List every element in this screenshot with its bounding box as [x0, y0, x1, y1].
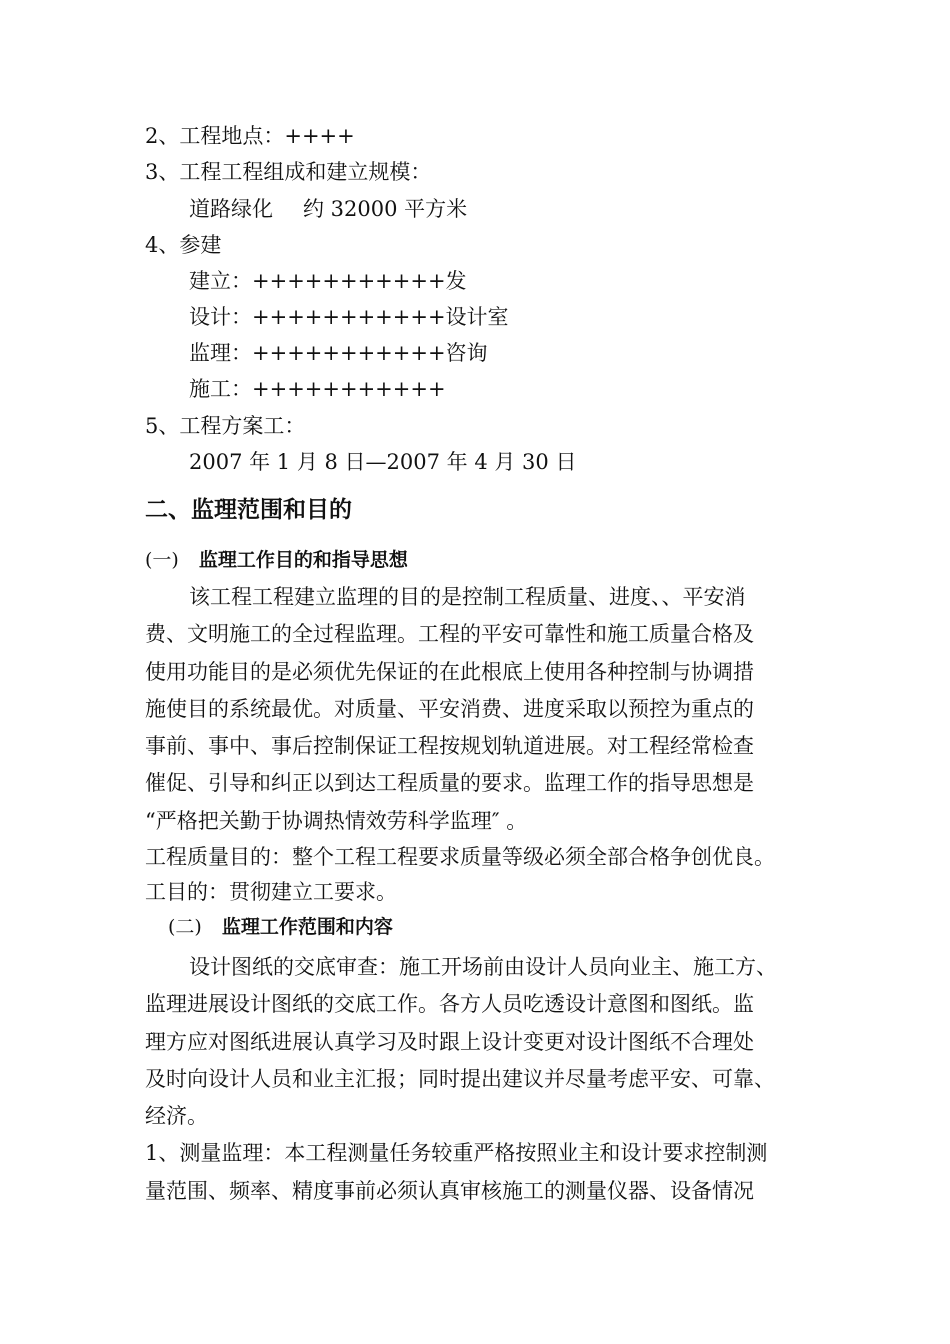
paragraph-line: 量范围、频率、精度事前必须认真审核施工的测量仪器、设备情况 — [145, 1178, 754, 1203]
composition-item: 道路绿化 — [189, 197, 273, 221]
quality-goal: 工程质量目的：整个工程工程要求质量等级必须全部合格争创优良。 — [145, 845, 775, 869]
participant-designer: 设计：+++++++++++设计室 — [189, 305, 509, 329]
participant-builder: 建立：+++++++++++发 — [189, 269, 467, 293]
paragraph-line: 监理进展设计图纸的交底工作。各方人员吃透设计意图和图纸。监 — [145, 992, 754, 1017]
composition-heading: 3、工程工程组成和建立规模： — [145, 160, 432, 184]
purpose-paragraph — [145, 579, 809, 840]
paragraph-line: 使用功能目的是必须优先保证的在此根底上使用各种控制与协调措 — [145, 659, 754, 684]
paragraph-line: 理方应对图纸进展认真学习及时跟上设计变更对设计图纸不合理处 — [145, 1029, 754, 1054]
scope-paragraph — [145, 949, 809, 1210]
paragraph-line: 1、测量监理：本工程测量任务较重严格按照业主和设计要求控制测 — [145, 1141, 768, 1166]
project-location: 2、工程地点：++++ — [145, 124, 355, 148]
subsection-title: 监理工作目的和指导思想 — [198, 549, 408, 571]
subsection-2-heading — [168, 912, 393, 942]
paragraph-line: 设计图纸的交底审查：施工开场前由设计人员向业主、施工方、 — [189, 955, 777, 979]
subsection-title: 监理工作范围和内容 — [221, 916, 393, 938]
composition-line — [189, 194, 467, 224]
paragraph-line: 催促、引导和纠正以到达工程质量的要求。监理工作的指导思想是 — [145, 771, 754, 796]
participants-heading: 4、参建 — [145, 233, 222, 257]
paragraph-line: 施使目的系统最优。对质量、平安消费、进度采取以预控为重点的 — [145, 696, 754, 721]
paragraph-line: “严格把关勤于协调热情效劳科学监理″ 。 — [145, 808, 528, 833]
paragraph-line: 及时向设计人员和业主汇报；同时提出建议并尽量考虑平安、可靠、 — [145, 1066, 775, 1091]
subsection-number: (二) — [168, 916, 202, 938]
paragraph-line: 费、文明施工的全过程监理。工程的平安可靠性和施工质量合格及 — [145, 622, 754, 647]
section-title: 二、监理范围和目的 — [145, 497, 352, 523]
paragraph-line: 该工程工程建立监理的目的是控制工程质量、进度、、平安消 — [189, 585, 746, 609]
composition-area: 约 32000 平方米 — [303, 197, 468, 221]
subsection-1-heading — [145, 545, 408, 575]
participant-supervisor: 监理：+++++++++++咨询 — [189, 341, 488, 365]
schedule-dates: 2007 年 1 月 8 日—2007 年 4 月 30 日 — [189, 450, 577, 474]
schedule-heading: 5、工程方案工： — [145, 414, 306, 438]
subsection-number: (一) — [145, 549, 179, 571]
participant-contractor: 施工：+++++++++++ — [189, 377, 446, 401]
paragraph-line: 经济。 — [145, 1104, 208, 1129]
paragraph-line: 事前、事中、事后控制保证工程按规划轨道进展。对工程经常检查 — [145, 734, 754, 759]
schedule-goal: 工目的：贯彻建立工要求。 — [145, 880, 397, 904]
